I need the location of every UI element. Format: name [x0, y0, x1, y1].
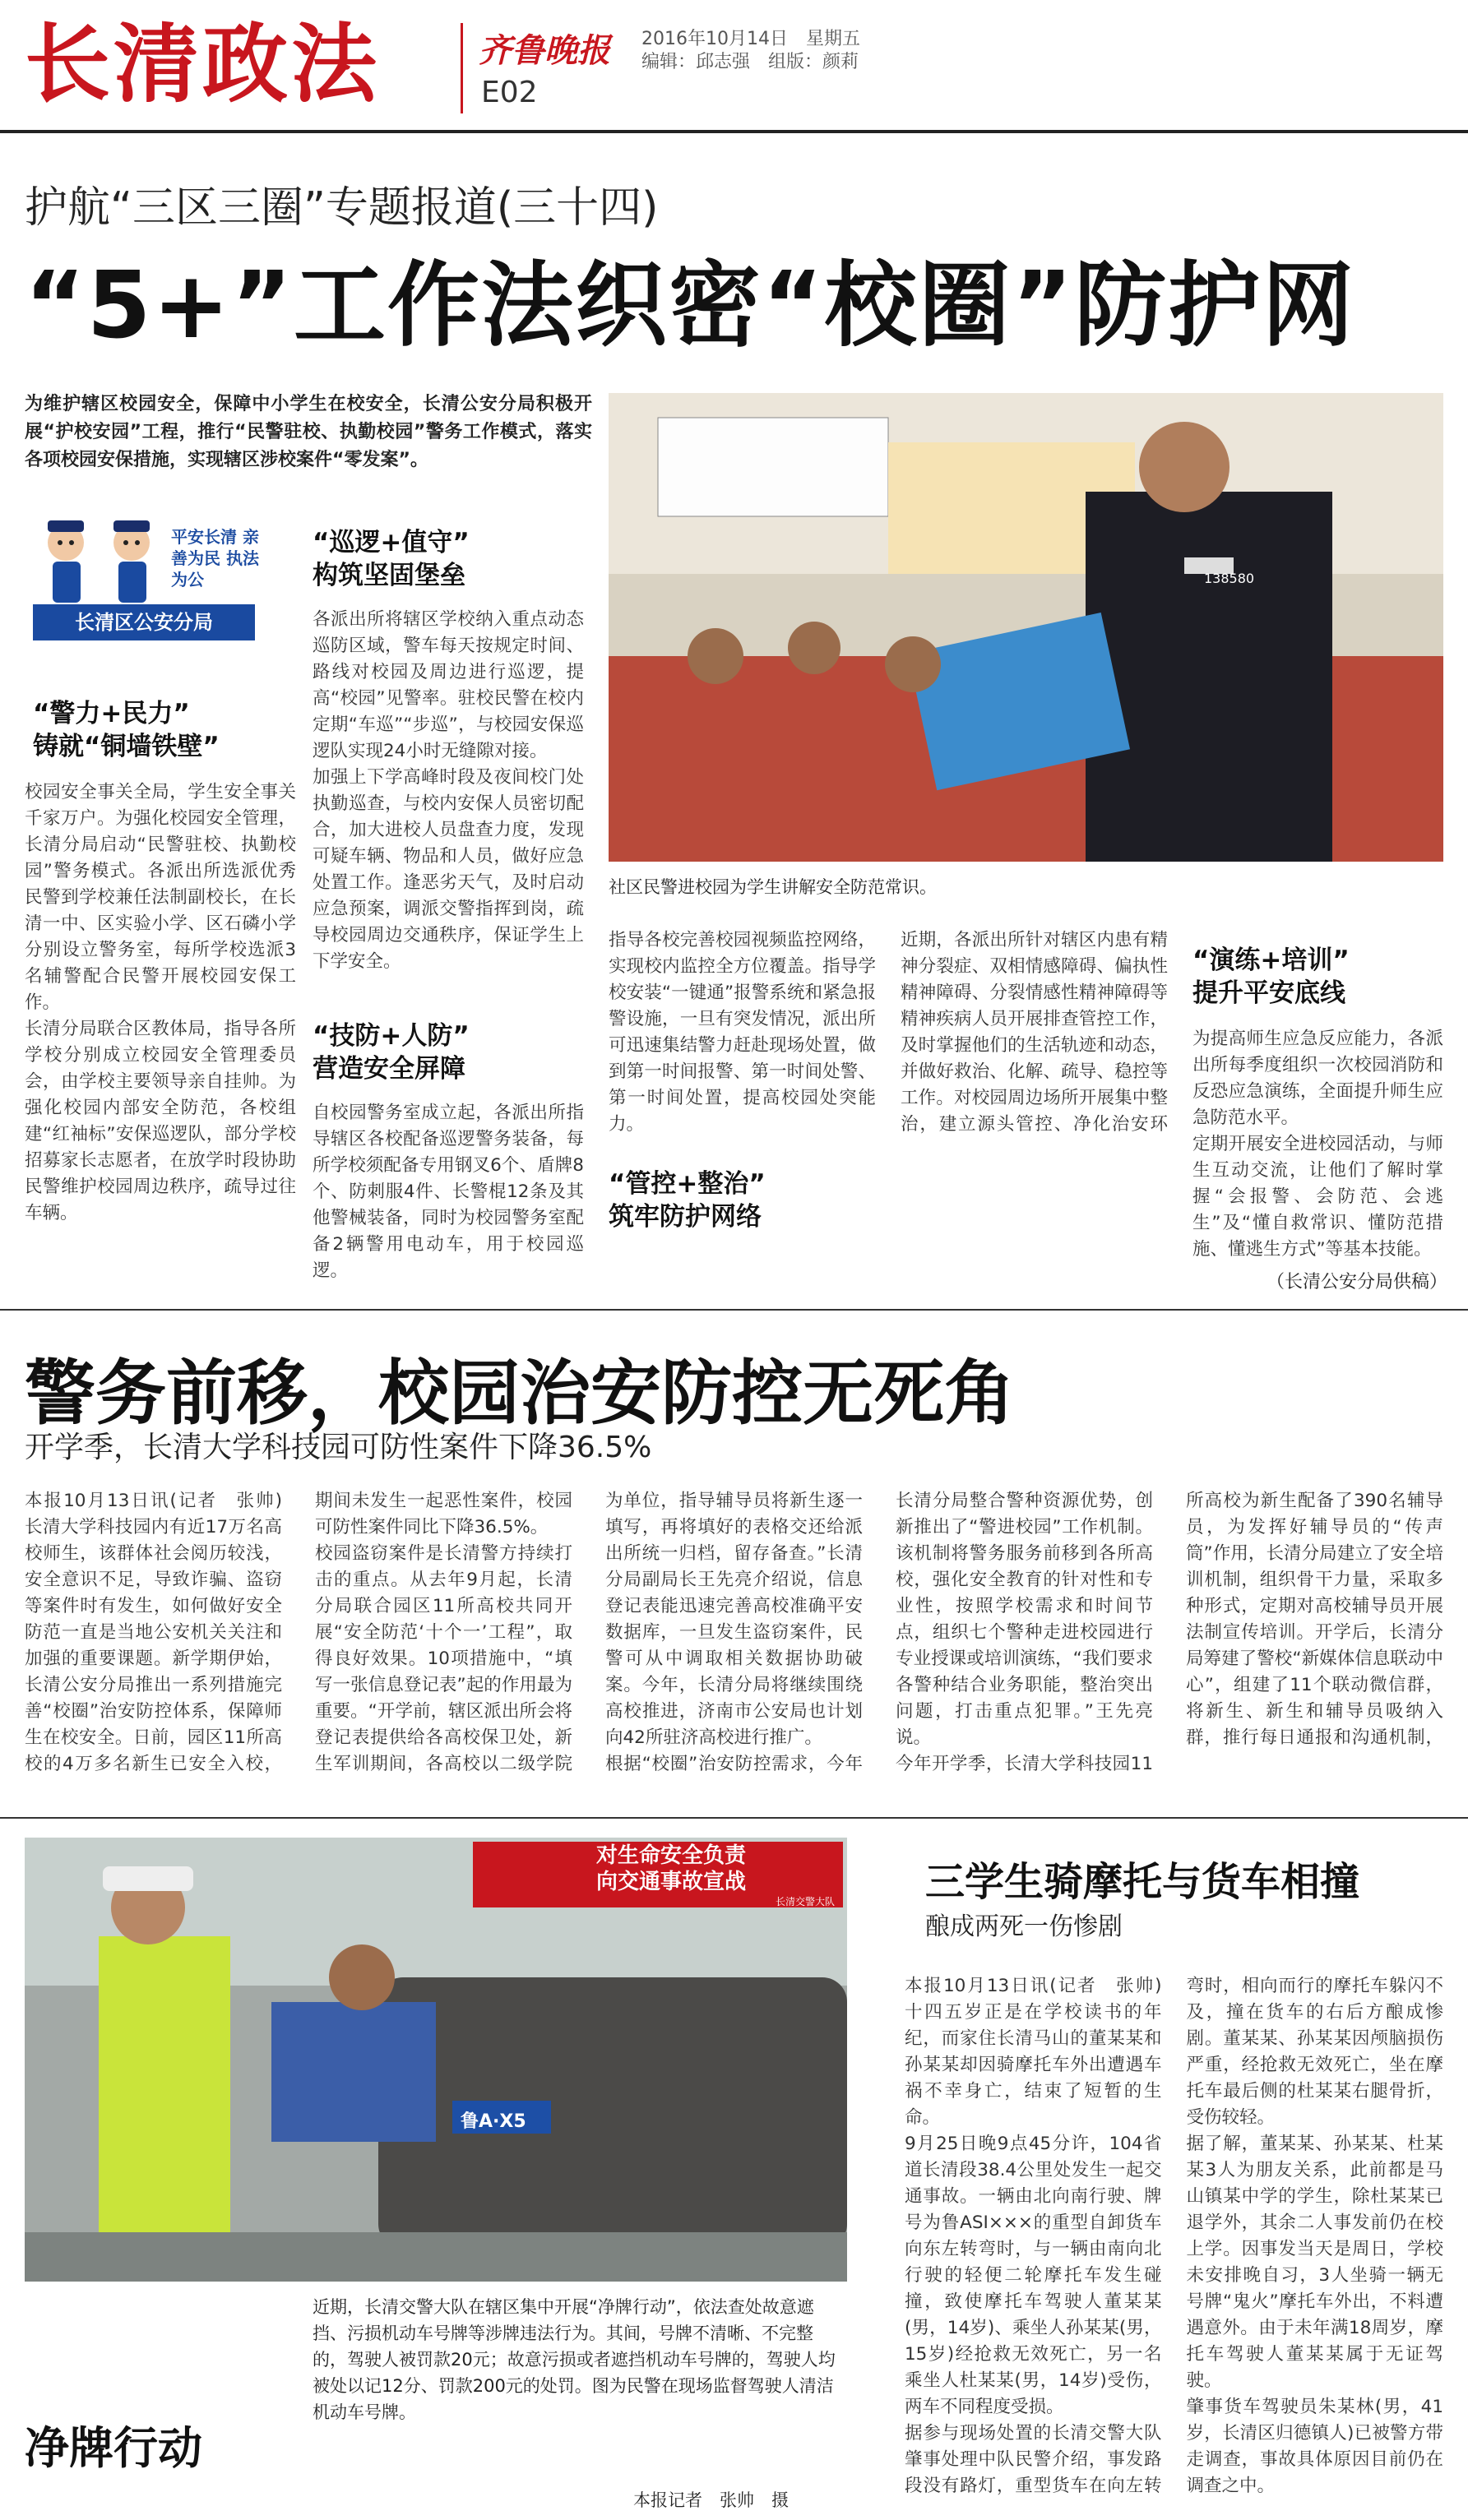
classroom-photo [609, 393, 1443, 862]
masthead-divider [461, 23, 463, 113]
classroom-photo-image [609, 393, 1443, 862]
editor-credits: 编辑：邱志强 组版：颜莉 [641, 52, 859, 72]
section-body-patrol: 各派出所将辖区学校纳入重点动态巡防区域，警车每天按规定时间、路线对校园及周边进行巡逻，提高“校园”见警率。驻校民警在校内定期“车巡”“步巡”，与校园安保巡逻队实现24小时无缝隙对接。 加强上下学高峰时段及夜间校门处执勤巡查，与校内安保人员密切配合，加大进校人员盘查力度，发现可疑车辆、物品和人员，做好应急处置工作。逢恶劣天气，及时启动应急预案，调派交警指挥到岗，疏导校园周边交通秩序，保证学生上下学安全。 [313, 609, 584, 972]
section-title-control: “管控+整治” 筑牢防护网络 [609, 1169, 766, 1232]
story1-credit: （长清公安分局供稿） [1267, 1272, 1448, 1292]
story1-intro: 为维护辖区校园安全，保障中小学生在校安全，长清公安分局积极开展“护校安园”工程，推行“民警驻校、执勤校园”警务工作模式，落实各项校园安保措施，实现辖区涉校案件“零发案”。 [25, 394, 592, 470]
masthead-rule [0, 130, 1468, 133]
section-body-drill: 为提高师生应急反应能力，各派出所每季度组织一次校园消防和反恐应急演练，全面提升师生应急防范水平。 定期开展安全进校园活动，与师生互动交流，让他们了解时掌握“会报警、会防范、会逃生”及“懂自救常识、懂防范措施、懂逃生方式”等基本技能。 [1192, 1029, 1443, 1260]
section-title: 长清政法 [25, 14, 381, 114]
logo-band: 长清区公安分局 [33, 604, 255, 640]
issue-date: 2016年10月14日 星期五 [641, 29, 860, 49]
police-badge-number: 138580 [1204, 571, 1255, 586]
section-body-tech: 自校园警务室成立起，各派出所指导辖区各校配备巡逻警务装备，每所学校须配备专用钢叉6个、盾牌8个、防刺服4件、长警棍12条及其他警械装备，同时为校园警务室配备2辆警用电动车，用于校园巡逻。 [313, 1103, 584, 1281]
story3-caption: 近期，长清交警大队在辖区集中开展“净牌行动”，依法查处故意遮挡、污损机动车号牌等涉牌违法行为。其间，号牌不清晰、不完整的，驾驶人被罚款20元；故意污损或者遮挡机动车号牌的，驾驶人均被处以记12分、罚款200元的处罚。图为民警在现场监督驾驶人清洁机动车号牌。 [313, 2297, 836, 2422]
story1-headline: “5+”工作法织密“校圈”防护网 [25, 252, 1356, 359]
section-title-tech: “技防+人防” 营造安全屏障 [313, 1021, 470, 1084]
section-body-control: 指导各校完善校园视频监控网络，实现校内监控全方位覆盖。指导学校安装“一键通”报警系统和紧急报警设施，一旦有突发情况，派出所可迅速集结警力赶赴现场处置，做到第一时间报警、第一时间处警、第一时间处置，提高校园处突能力。 近期，各派出所针对辖区内患有精神分裂症、双相情感障碍、偏执性精神障碍、分裂情感性精神障碍等精神疾病人员开展排查管控工作，及时掌握他们的生活轨迹和动态，并做好救治、化解、疏导、稳控等工作。对校园周边场所开展集中整治，建立源头管控、净化治安环 [609, 930, 1168, 1135]
logo-slogan: 平安长清 亲善为民 执法为公 [171, 527, 259, 590]
story4-subheadline: 酿成两死一伤惨剧 [925, 1912, 1123, 1941]
section-rule-1 [0, 1309, 1468, 1311]
section-body-police-civil: 校园安全事关全局，学生安全事关千家万户。为强化校园安全管理，长清分局启动“民警驻校、执勤校园”警务模式。各派出所选派优秀民警到学校兼任法制副校长，在长清一中、区实验小学、区石磷小学分别设立警务室，每所学校选派3名辅警配合民警开展校园安保工作。 长清分局联合区教体局，指导各所学校分别成立校园安全管理委员会，由学校主要领导亲自挂帅。为强化校园内部安全防范，各校组建“红袖标”安保巡逻队，部分学校招募家长志愿者，在放学时段协助民警维护校园周边秩序，疏导过往车辆。 [25, 782, 296, 1223]
story1-photo-caption: 社区民警进校园为学生讲解安全防范常识。 [609, 877, 937, 897]
story2-body: 本报10月13日讯(记者 张帅) 长清大学科技园内有近17万名高校师生，该群体社会阅历较浅，安全意识不足，导致诈骗、盗窃等案件时有发生，如何做好安全防范一直是当地公安机关关注和加强的重要课题。新学期伊始，长清公安分局推出一系列措施完善“校圈”治安防控体系，保障师生在校安全。日前，园区11所高校的4万多名新生已安全入校，期间未发生一起恶性案件，校园可防性案件同比下降36.5%。 校园盗窃案件是长清警方持续打击的重点。从去年9月起，长清分局联合园区11所高校共同开展“安全防范‘十个一’工程”，取得良好效果。10项措施中，“填写一张信息登记表”起的作用最为重要。“开学前，辖区派出所会将登记表提供给各高校保卫处，新生军训期间，各高校以二级学院为单位，指导辅导员将新生逐一填写，再将填好的表格交还给派出所统一归档，留存备查。”长清分局副局长王先亮介绍说，信息登记表能迅速完善高校准确平安数据库，一旦发生盗窃案件，民警可从中调取相关数据协助破案。今年，长清分局将继续围绕高校推进，济南市公安局也计划向42所驻济高校进行推广。 根据“校圈”治安防控需求，今年长清分局整合警种资源优势，创新推出了“警进校园”工作机制。该机制将警务服务前移到各所高校，强化安全教育的针对性和专业性，按照学校需求和时间节点，组织七个警种走进校园进行专业授课或培训演练，“我们要求各警种结合业务职能，整治突出问题，打击重点犯罪。”王先亮说。 今年开学季，长清大学科技园11所高校为新生配备了390名辅导员，为发挥好辅导员的“传声筒”作用，长清分局建立了安全培训机制，组织骨干力量，采取多种形式，定期对高校辅导员开展法制宣传培训。开学后，长清分局筹建了警校“新媒体信息联动中心”，组建了11个联动微信群，将新生、新生和辅导员吸纳入群，推行每日通报和沟通机制， [25, 1491, 1443, 1774]
story1-kicker: 护航“三区三圈”专题报道(三十四) [25, 183, 659, 233]
section-title-drill: “演练+培训” 提升平安底线 [1192, 946, 1350, 1008]
story3-big-caption: 净牌行动 [25, 2422, 202, 2474]
story2-subheadline: 开学季，长清大学科技园可防性案件下降36.5% [25, 1431, 652, 1464]
section-title-patrol: “巡逻+值守” 构筑坚固堡垒 [313, 528, 470, 590]
section-rule-2 [0, 1817, 1468, 1819]
story4-body: 本报10月13日讯(记者 张帅) 十四五岁正是在学校读书的年纪，而家住长清马山的董某某和孙某某却因骑摩托车外出遭遇车祸不幸身亡，结束了短暂的生命。 9月25日晚9点45分许，104省道长清段38.4公里处发生一起交通事故。一辆由北向南行驶、牌号为鲁ASI×××的重型自卸货车向东左转弯时，与一辆由南向北行驶的轻便二轮摩托车发生碰撞，致使摩托车驾驶人董某某(男，14岁)、乘坐人孙某某(男，15岁)经抢救无效死亡，另一名乘坐人杜某某(男，14岁)受伤，两车不同程度受损。 据参与现场处置的长清交警大队肇事处理中队民警介绍，事发路段没有路灯，重型货车在向左转弯时，相向而行的摩托车躲闪不及，撞在货车的右后方酿成惨剧。董某某、孙某某因颅脑损伤严重，经抢救无效死亡，坐在摩托车最后侧的杜某某右腿骨折，受伤较轻。 据了解，董某某、孙某某、杜某某3人为朋友关系，此前都是马山镇某中学的学生，除杜某某已退学外，其余二人事发前仍在校上学。因事发当天是周日，学校未安排晚自习，3人坐骑一辆无号牌“鬼火”摩托车外出，不料遭遇意外。由于未年满18周岁，摩托车驾驶人董某某属于无证驾驶。 肇事货车驾驶员朱某林(男，41岁，长清区归德镇人)已被警方带走调查，事故具体原因目前仍在调查之中。 [905, 1976, 1443, 2496]
story4-headline: 三学生骑摩托与货车相撞 [925, 1859, 1360, 1905]
license-plate: 鲁A·X5 [461, 2111, 526, 2132]
story3-photo-credit: 本报记者 张帅 摄 [633, 2490, 789, 2510]
paper-name: 齐鲁晚报 [479, 31, 610, 70]
section-title-police-civil: “警力+民力” 铸就“铜墙铁壁” [33, 699, 220, 761]
story2-headline: 警务前移，校园治安防控无死角 [25, 1352, 1015, 1435]
photo-banner: 对生命安全负责 向交通事故宣战 长清交警大队 [473, 1842, 843, 1907]
page-number: E02 [481, 76, 538, 109]
plate-cleaning-photo [25, 1838, 847, 2282]
police-mascot-icon [33, 506, 181, 608]
